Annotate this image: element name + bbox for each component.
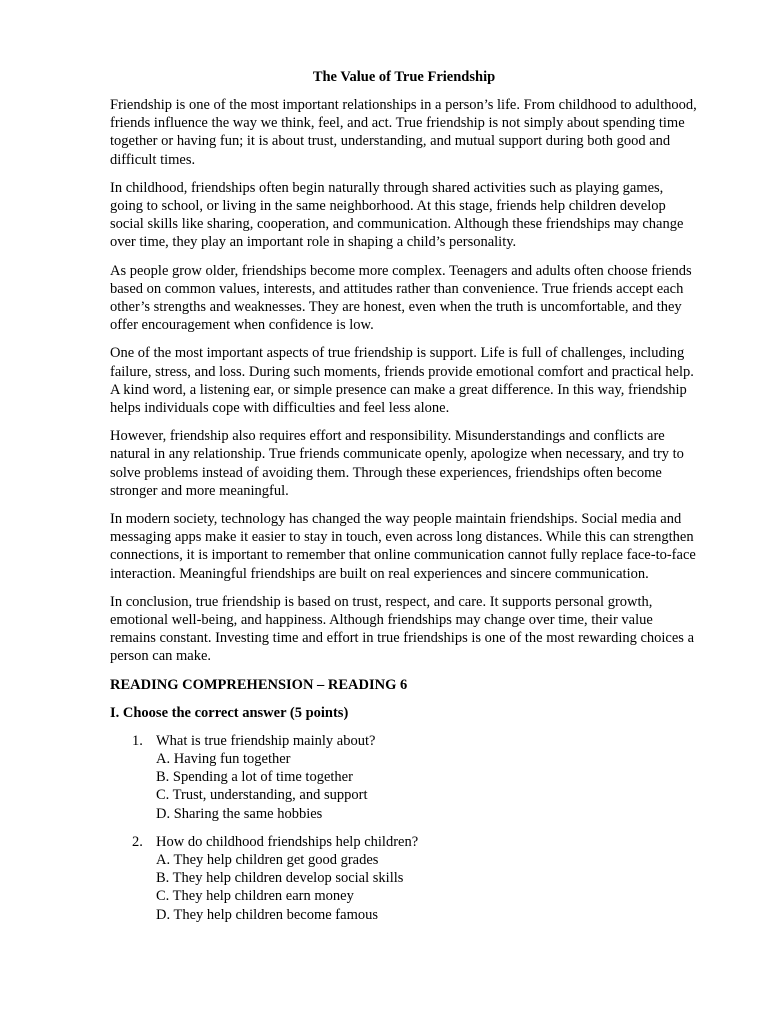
answer-option: B. They help children develop social skills (156, 870, 404, 887)
answer-option: C. They help children earn money (156, 888, 354, 905)
question-body (156, 833, 698, 924)
answer-option: B. Spending a lot of time together (156, 769, 353, 786)
paragraph-4: One of the most important aspects of true friendship is support. Life is full of challenges, including failure, stress, and loss. During such moments, friends provide emotional comfort and practical help. A kind word, a listening ear, or simple presence can make a great difference. In this way, friendship helps individuals cope with difficulties and feel less alone. (110, 345, 694, 417)
question-text: How do childhood friendships help children? (156, 833, 419, 850)
question-body (156, 732, 698, 823)
question-2 (110, 833, 698, 924)
paragraph-6: In modern society, technology has changed the way people maintain friendships. Social media and messaging apps make it easier to stay in touch, even across long distances. While this can strengthen connections, it is important to remember that online communication cannot fully replace face-to-face interaction. Meaningful friendships are built on real experiences and sincere communication. (110, 511, 696, 582)
question-list (110, 732, 698, 924)
paragraph-3: As people grow older, friendships become more complex. Teenagers and adults often choose friends based on common values, interests, and attitudes rather than convenience. True friends accept each other’s strengths and weaknesses. They are honest, even when the truth is uncomfortable, and they offer encouragement when confidence is low. (110, 262, 692, 334)
answer-option: D. Sharing the same hobbies (156, 805, 323, 822)
paragraph-5: However, friendship also requires effort and responsibility. Misunderstandings and conflicts are natural in any relationship. True friends communicate openly, apologize when necessary, and try to solve problems instead of avoiding them. Through these experiences, friendships often become stronger and more meaningful. (110, 428, 684, 499)
question-1 (110, 732, 698, 823)
paragraph-1: Friendship is one of the most important relationships in a person’s life. From childhood to adulthood, friends influence the way we think, feel, and act. True friendship is not simply about spending time together or having fun; it is about trust, understanding, and mutual support during both good and difficult times. (110, 97, 697, 168)
answer-option: C. Trust, understanding, and support (156, 787, 368, 804)
part-heading: I. Choose the correct answer (5 points) (110, 704, 349, 721)
answer-options (156, 851, 698, 924)
paragraph-7: In conclusion, true friendship is based on trust, respect, and care. It supports personal growth, emotional well-being, and happiness. Although friendships may change over time, their value remains constant. Investing time and effort in true friendships is one of the most rewarding choices a person can make. (110, 593, 695, 665)
section-heading: READING COMPREHENSION – READING 6 (110, 676, 408, 693)
answer-option: A. Having fun together (156, 750, 291, 767)
document-title: The Value of True Friendship (312, 69, 496, 85)
question-text: What is true friendship mainly about? (156, 732, 376, 749)
question-number: 1. (132, 732, 143, 749)
document-page (110, 68, 698, 934)
paragraph-2: In childhood, friendships often begin naturally through shared activities such as playing games, going to school, or living in the same neighborhood. At this stage, friends help children develop social skills like sharing, cooperation, and communication. Although these friendships may change over time, they play an important role in shaping a child’s personality. (110, 179, 684, 251)
question-number: 2. (132, 833, 143, 850)
answer-option: D. They help children become famous (156, 906, 378, 923)
answer-option: A. They help children get good grades (156, 851, 379, 868)
answer-options (156, 750, 698, 823)
